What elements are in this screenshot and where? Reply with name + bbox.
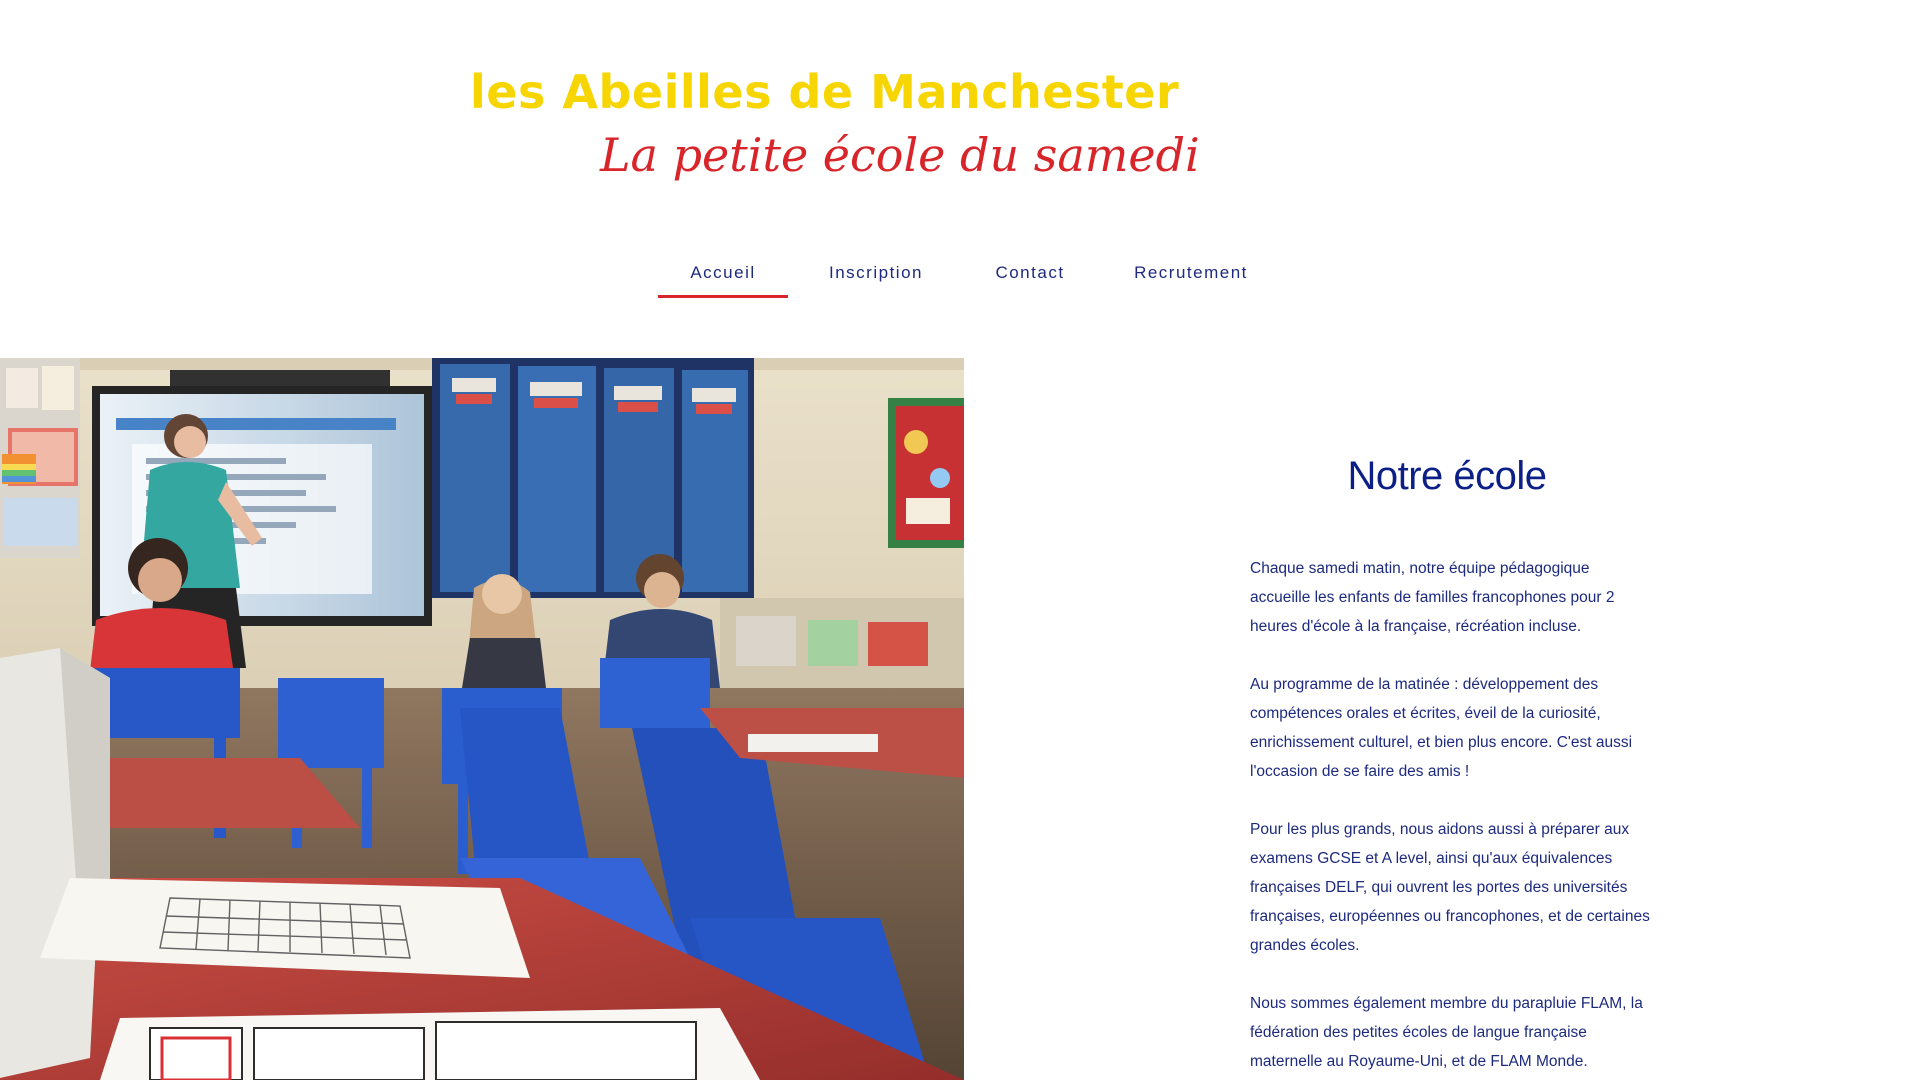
classroom-photo-illustration [0,358,964,1080]
main-navigation [658,252,1286,298]
site-tagline: La petite école du samedi [600,128,1200,182]
classroom-photo [0,358,964,1080]
nav-item-inscription[interactable]: Inscription [829,263,923,282]
nav-item-contact[interactable]: Contact [995,263,1065,282]
paragraph-intro: Chaque samedi matin, notre équipe pédagogique accueille les enfants de familles francophones pour 2 heures d'école à la française, récréation incluse. [1250,560,1615,635]
section-heading: Notre école [1347,454,1547,498]
paragraph-examens: Pour les plus grands, nous aidons aussi à préparer aux examens GCSE et A level, ainsi qu'aux équivalences françaises DELF, qui ouvrent les portes des universités françaises, européennes ou francophones, et de certaines grandes écoles. [1250,821,1650,954]
section-body [1250,554,1650,1080]
paragraph-flam: Nous sommes également membre du parapluie FLAM, la fédération des petites écoles de langue française maternelle au Royaume-Uni, et de FLAM Monde. [1250,995,1643,1070]
paragraph-programme: Au programme de la matinée : développement des compétences orales et écrites, éveil de la curiosité, enrichissement culturel, et bien plus encore. C'est aussi l'occasion de se faire des amis ! [1250,676,1633,780]
nav-item-recrutement[interactable]: Recrutement [1134,263,1248,282]
site-title[interactable]: les Abeilles de Manchester [470,65,1180,119]
nav-item-accueil[interactable]: Accueil [658,252,788,298]
